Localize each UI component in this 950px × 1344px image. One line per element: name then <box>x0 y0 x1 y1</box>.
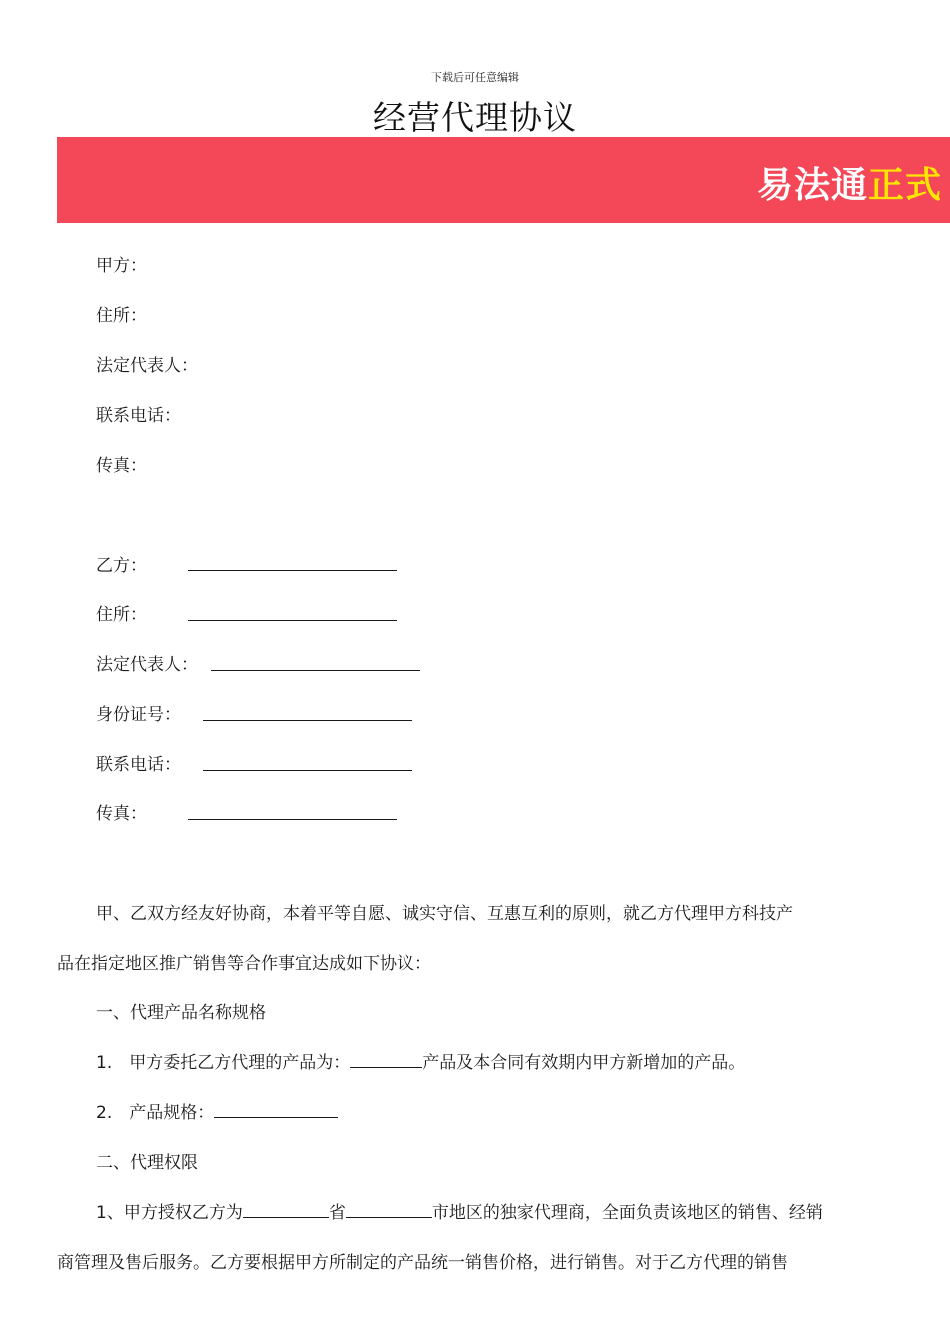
party-a-phone-label: 联系电话： <box>96 406 181 426</box>
item-2 <box>96 1098 338 1123</box>
section-1-title: 一、代理产品名称规格 <box>96 1003 266 1023</box>
intro-line-1: 甲、乙双方经友好协商，本着平等自愿、诚实守信、互惠互利的原则，就乙方代理甲方科技产 <box>96 904 793 924</box>
item-2-prefix: 2. 产品规格： <box>96 1103 215 1123</box>
party-b-fax-label: 传真： <box>96 804 147 824</box>
auth-city-blank[interactable] <box>346 1199 432 1218</box>
party-b-name-blank[interactable] <box>188 570 397 571</box>
item-1-suffix: 产品及本合同有效期内甲方新增加的产品。 <box>422 1053 746 1073</box>
item-1-prefix: 1. 甲方委托乙方代理的产品为： <box>96 1053 351 1073</box>
document-title: 经营代理协议 <box>373 98 577 137</box>
authorization-line-2: 商管理及售后服务。乙方要根据甲方所制定的产品统一销售价格，进行销售。对于乙方代理的销售 <box>57 1253 788 1273</box>
party-a-rep-label: 法定代表人： <box>96 356 198 376</box>
party-b-phone-blank[interactable] <box>203 770 412 771</box>
party-b-rep-blank[interactable] <box>211 670 420 671</box>
item-2-spec-blank[interactable] <box>214 1099 338 1118</box>
party-b-address-label: 住所： <box>96 605 147 625</box>
party-b-id-label: 身份证号： <box>96 705 181 725</box>
auth-suffix: 市地区的独家代理商，全面负责该地区的销售、经销 <box>431 1203 823 1223</box>
intro-line-2: 品在指定地区推广销售等合作事宜达成如下协议： <box>57 954 431 974</box>
top-note: 下载后可任意编辑 <box>431 71 519 84</box>
watermark-banner <box>57 137 950 223</box>
party-a-address-label: 住所： <box>96 306 147 326</box>
party-b-address-blank[interactable] <box>188 620 397 621</box>
party-a-name-label: 甲方： <box>96 256 147 276</box>
authorization-line-1 <box>96 1198 823 1223</box>
party-b-fax-blank[interactable] <box>188 819 397 820</box>
party-a-fax-label: 传真： <box>96 456 147 476</box>
banner-text <box>757 157 942 208</box>
section-2-title: 二、代理权限 <box>96 1153 198 1173</box>
auth-prefix: 1、甲方授权乙方为 <box>96 1203 243 1223</box>
auth-province-label: 省 <box>328 1203 346 1223</box>
party-b-id-blank[interactable] <box>203 720 412 721</box>
party-b-phone-label: 联系电话： <box>96 755 181 775</box>
party-b-rep-label: 法定代表人： <box>96 655 198 675</box>
banner-text-yellow: 正式 <box>868 165 943 206</box>
party-b-name-label: 乙方： <box>96 556 147 576</box>
item-1 <box>96 1048 745 1073</box>
auth-province-blank[interactable] <box>243 1199 329 1218</box>
item-1-product-blank[interactable] <box>350 1049 422 1068</box>
banner-text-white: 易法通 <box>757 165 869 206</box>
